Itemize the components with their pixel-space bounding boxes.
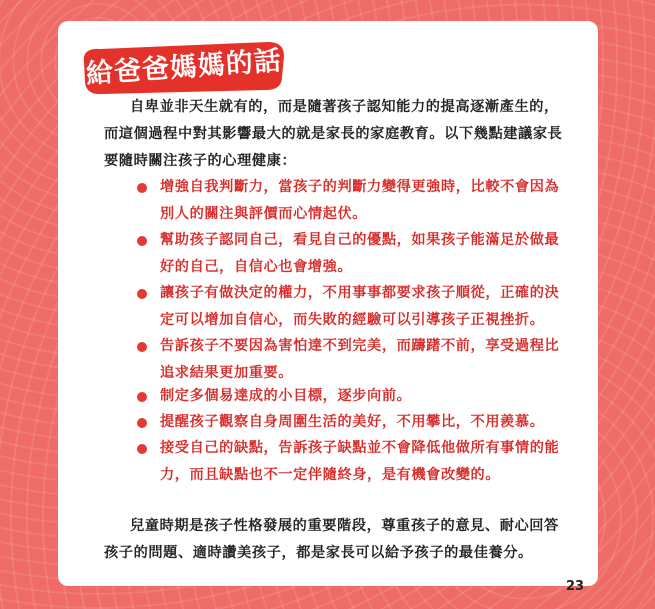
intro-line-1: 自卑並非天生就有的，而是隨著孩子認知能力的提高逐漸產生的， xyxy=(130,99,559,115)
tip-1-line-2: 別人的關注與評價而心情起伏。 xyxy=(160,206,368,222)
bullet-icon xyxy=(137,444,147,454)
title-badge xyxy=(78,40,288,96)
closing-line-2: 孩子的問題、適時讚美孩子，都是家長可以給予孩子的最佳養分。 xyxy=(104,545,533,561)
tip-2-line-2: 好的自己，自信心也會增強。 xyxy=(160,259,353,275)
tip-1-line-1: 增強自我判斷力，當孩子的判斷力變得更強時，比較不會因為 xyxy=(160,179,560,195)
page-title: 給爸爸媽媽的話 xyxy=(85,45,283,90)
tip-7-line-1: 接受自己的缺點，告訴孩子缺點並不會降低他做所有事情的能 xyxy=(160,440,560,456)
tip-3-line-2: 定可以增加自信心，而失敗的經驗可以引導孩子正視挫折。 xyxy=(160,312,545,328)
tip-2-line-1: 幫助孩子認同自己，看見自己的優點，如果孩子能滿足於做最 xyxy=(160,232,560,248)
tip-3-line-1: 讓孩子有做決定的權力，不用事事都要求孩子順從，正確的決 xyxy=(160,285,560,301)
bullet-icon xyxy=(137,183,147,193)
intro-line-3: 要隨時關注孩子的心理健康： xyxy=(104,153,297,169)
bullet-icon xyxy=(137,392,147,402)
intro-line-2: 而這個過程中對其影響最大的就是家長的家庭教育。以下幾點建議家長 xyxy=(104,126,563,142)
bullet-icon xyxy=(137,236,147,246)
tip-7-line-2: 力，而且缺點也不一定伴隨終身，是有機會改變的。 xyxy=(160,467,501,483)
tip-5-line-1: 制定多個易達成的小目標，逐步向前。 xyxy=(160,388,412,404)
bullet-icon xyxy=(137,418,147,428)
tip-4-line-2: 追求結果更加重要。 xyxy=(160,365,294,381)
bullet-icon xyxy=(137,289,147,299)
tip-4-line-1: 告訴孩子不要因為害怕達不到完美，而躊躇不前，享受過程比 xyxy=(160,338,560,354)
bullet-icon xyxy=(137,342,147,352)
tip-6-line-1: 提醒孩子觀察自身周圍生活的美好，不用攀比，不用羨慕。 xyxy=(160,414,545,430)
closing-line-1: 兒童時期是孩子性格發展的重要階段，尊重孩子的意見、耐心回答 xyxy=(130,518,559,534)
page-number: 23 xyxy=(566,579,585,594)
